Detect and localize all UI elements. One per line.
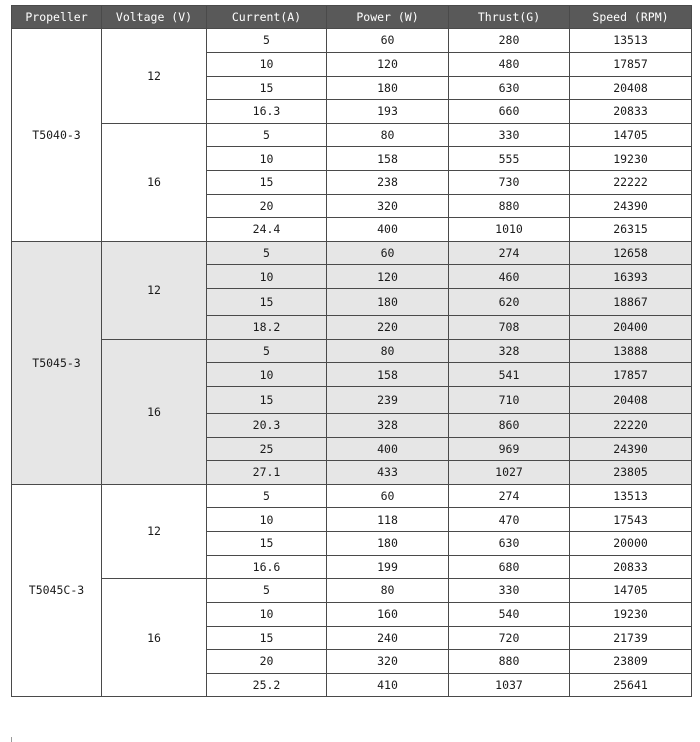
current-cell: 5 [207,123,327,147]
speed-cell: 18867 [570,289,692,316]
current-cell: 25.2 [207,673,327,697]
header-speed: Speed (RPM) [570,6,692,29]
current-cell: 15 [207,76,327,100]
power-cell: 80 [327,579,449,603]
propeller-cell: T5040-3 [12,29,102,242]
header-power: Power (W) [327,6,449,29]
thrust-cell: 680 [449,555,570,579]
thrust-cell: 280 [449,29,570,53]
speed-cell: 24390 [570,194,692,218]
speed-cell: 19230 [570,602,692,626]
thrust-cell: 1010 [449,218,570,242]
current-cell: 15 [207,626,327,650]
power-cell: 400 [327,218,449,242]
speed-cell: 14705 [570,579,692,603]
current-cell: 16.3 [207,100,327,124]
current-cell: 20.3 [207,414,327,438]
speed-cell: 20000 [570,532,692,556]
propeller-group [12,29,692,242]
thrust-cell: 328 [449,339,570,363]
header-thrust: Thrust(G) [449,6,570,29]
power-cell: 433 [327,461,449,485]
speed-cell: 17543 [570,508,692,532]
thrust-cell: 470 [449,508,570,532]
table-row [12,484,692,508]
power-cell: 320 [327,194,449,218]
power-cell: 238 [327,171,449,195]
table-row [12,241,692,265]
power-cell: 118 [327,508,449,532]
speed-cell: 20833 [570,100,692,124]
power-cell: 320 [327,650,449,674]
propeller-group [12,484,692,697]
header-row [12,6,692,29]
current-cell: 20 [207,650,327,674]
power-cell: 199 [327,555,449,579]
speed-cell: 20408 [570,76,692,100]
power-cell: 240 [327,626,449,650]
power-cell: 60 [327,29,449,53]
propeller-cell: T5045-3 [12,241,102,484]
current-cell: 20 [207,194,327,218]
table-row [12,123,692,147]
current-cell: 24.4 [207,218,327,242]
thrust-cell: 541 [449,363,570,387]
current-cell: 10 [207,147,327,171]
thrust-cell: 480 [449,52,570,76]
table-row [12,29,692,53]
thrust-cell: 330 [449,123,570,147]
thrust-cell: 710 [449,387,570,414]
power-cell: 80 [327,339,449,363]
power-cell: 180 [327,532,449,556]
current-cell: 16.6 [207,555,327,579]
speed-cell: 16393 [570,265,692,289]
current-cell: 5 [207,29,327,53]
thrust-cell: 880 [449,194,570,218]
power-cell: 60 [327,484,449,508]
voltage-cell: 16 [102,579,207,697]
current-cell: 10 [207,508,327,532]
power-cell: 410 [327,673,449,697]
current-cell: 18.2 [207,316,327,340]
header-current: Current(A) [207,6,327,29]
speed-cell: 20400 [570,316,692,340]
thrust-cell: 555 [449,147,570,171]
speed-cell: 26315 [570,218,692,242]
speed-cell: 12658 [570,241,692,265]
header-voltage: Voltage (V) [102,6,207,29]
power-cell: 220 [327,316,449,340]
current-cell: 15 [207,171,327,195]
power-cell: 400 [327,437,449,461]
propeller-group [12,241,692,484]
thrust-cell: 274 [449,484,570,508]
thrust-cell: 880 [449,650,570,674]
power-cell: 180 [327,289,449,316]
speed-cell: 17857 [570,363,692,387]
voltage-cell: 16 [102,339,207,484]
power-cell: 180 [327,76,449,100]
speed-cell: 24390 [570,437,692,461]
speed-cell: 22222 [570,171,692,195]
power-cell: 158 [327,363,449,387]
speed-cell: 13513 [570,29,692,53]
speed-cell: 23805 [570,461,692,485]
voltage-cell: 12 [102,241,207,339]
performance-table [11,5,692,697]
current-cell: 5 [207,579,327,603]
power-cell: 60 [327,241,449,265]
thrust-cell: 620 [449,289,570,316]
current-cell: 10 [207,602,327,626]
thrust-cell: 969 [449,437,570,461]
current-cell: 5 [207,339,327,363]
power-cell: 80 [327,123,449,147]
speed-cell: 23809 [570,650,692,674]
thrust-cell: 330 [449,579,570,603]
thrust-cell: 660 [449,100,570,124]
thrust-cell: 630 [449,532,570,556]
speed-cell: 25641 [570,673,692,697]
table-continuation-edge [11,737,691,742]
table-row [12,339,692,363]
thrust-cell: 540 [449,602,570,626]
power-cell: 120 [327,265,449,289]
current-cell: 10 [207,363,327,387]
current-cell: 5 [207,484,327,508]
current-cell: 5 [207,241,327,265]
voltage-cell: 12 [102,29,207,124]
current-cell: 10 [207,52,327,76]
current-cell: 15 [207,289,327,316]
propeller-cell: T5045C-3 [12,484,102,697]
thrust-cell: 460 [449,265,570,289]
current-cell: 15 [207,387,327,414]
speed-cell: 19230 [570,147,692,171]
current-cell: 15 [207,532,327,556]
header-propeller: Propeller [12,6,102,29]
speed-cell: 20833 [570,555,692,579]
power-cell: 239 [327,387,449,414]
power-cell: 160 [327,602,449,626]
power-cell: 328 [327,414,449,438]
thrust-cell: 860 [449,414,570,438]
thrust-cell: 720 [449,626,570,650]
power-cell: 158 [327,147,449,171]
thrust-cell: 1027 [449,461,570,485]
speed-cell: 20408 [570,387,692,414]
current-cell: 10 [207,265,327,289]
current-cell: 25 [207,437,327,461]
speed-cell: 21739 [570,626,692,650]
speed-cell: 17857 [570,52,692,76]
table-row [12,579,692,603]
thrust-cell: 730 [449,171,570,195]
power-cell: 193 [327,100,449,124]
speed-cell: 22220 [570,414,692,438]
thrust-cell: 630 [449,76,570,100]
voltage-cell: 12 [102,484,207,579]
thrust-cell: 708 [449,316,570,340]
speed-cell: 13888 [570,339,692,363]
thrust-cell: 274 [449,241,570,265]
voltage-cell: 16 [102,123,207,241]
power-cell: 120 [327,52,449,76]
thrust-cell: 1037 [449,673,570,697]
current-cell: 27.1 [207,461,327,485]
speed-cell: 14705 [570,123,692,147]
speed-cell: 13513 [570,484,692,508]
